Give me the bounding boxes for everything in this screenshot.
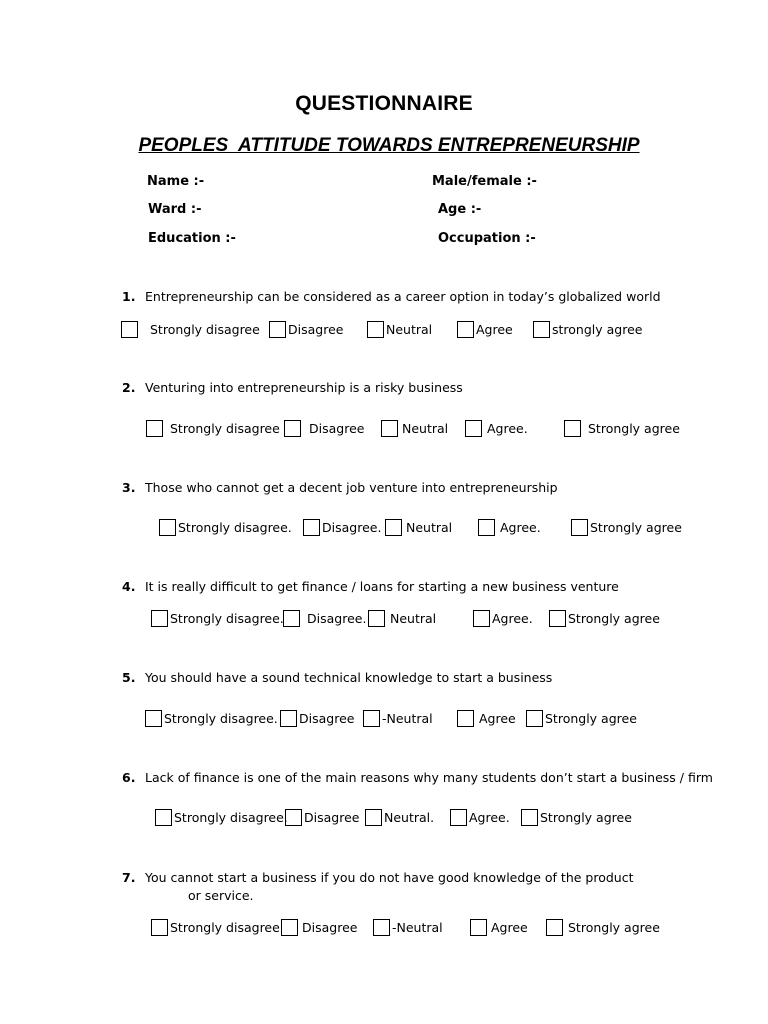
option-label: Disagree: [288, 322, 344, 337]
option-label: Strongly disagree: [170, 421, 280, 436]
question-number: 1.: [122, 289, 136, 304]
option-disagree[interactable]: [281, 916, 357, 936]
occupation-field-label: Occupation :-: [438, 231, 536, 246]
question-text: Lack of finance is one of the main reasons why many students don’t start a business / firm: [145, 770, 713, 785]
checkbox[interactable]: [280, 710, 297, 727]
option-label: -Neutral: [382, 711, 433, 726]
question-number: 6.: [122, 770, 136, 785]
option-strongly-disagree[interactable]: [151, 607, 284, 627]
option-neutral[interactable]: [367, 318, 432, 338]
option-label: Disagree.: [322, 520, 382, 535]
checkbox[interactable]: [281, 919, 298, 936]
option-neutral[interactable]: [381, 417, 448, 437]
question-number: 2.: [122, 380, 136, 395]
checkbox[interactable]: [151, 919, 168, 936]
option-disagree[interactable]: [269, 318, 343, 338]
option-label: Agree.: [492, 611, 533, 626]
option-strongly-agree[interactable]: [564, 417, 680, 437]
option-label: Strongly agree: [540, 810, 632, 825]
option-label: Strongly disagree.: [164, 711, 278, 726]
option-label: Agree: [479, 711, 516, 726]
option-strongly-agree[interactable]: [571, 516, 682, 536]
option-label: Strongly disagree.: [178, 520, 292, 535]
option-strongly-agree[interactable]: [549, 607, 660, 627]
option-label: -Neutral: [392, 920, 443, 935]
option-label: Agree.: [487, 421, 528, 436]
option-label: Strongly agree: [568, 920, 660, 935]
checkbox[interactable]: [146, 420, 163, 437]
option-label: Neutral: [402, 421, 449, 436]
option-neutral[interactable]: [363, 707, 433, 727]
option-label: Disagree: [309, 421, 365, 436]
option-strongly-agree[interactable]: [546, 916, 660, 936]
gender-field-label: Male/female :-: [432, 174, 537, 189]
checkbox[interactable]: [367, 321, 384, 338]
option-strongly-agree[interactable]: [533, 318, 642, 338]
option-label: Strongly agree: [545, 711, 637, 726]
option-label: Neutral: [386, 322, 433, 337]
option-label: Strongly agree: [568, 611, 660, 626]
question-number: 5.: [122, 670, 136, 685]
option-label: Neutral.: [384, 810, 435, 825]
option-label: Disagree: [299, 711, 355, 726]
option-label: Disagree.: [307, 611, 367, 626]
checkbox[interactable]: [269, 321, 286, 338]
option-strongly-agree[interactable]: [526, 707, 637, 727]
page-title: QUESTIONNAIRE: [295, 92, 473, 115]
question-text: You cannot start a business if you do not have good knowledge of the product: [145, 870, 634, 885]
checkbox[interactable]: [284, 420, 301, 437]
checkbox[interactable]: [478, 519, 495, 536]
checkbox[interactable]: [526, 710, 543, 727]
option-strongly-disagree[interactable]: [151, 916, 280, 936]
checkbox[interactable]: [159, 519, 176, 536]
option-neutral[interactable]: [385, 516, 452, 536]
option-disagree[interactable]: [285, 806, 359, 826]
checkbox[interactable]: [457, 710, 474, 727]
age-field-label: Age :-: [438, 202, 482, 217]
checkbox[interactable]: [457, 321, 474, 338]
checkbox[interactable]: [155, 809, 172, 826]
option-agree[interactable]: [478, 516, 541, 536]
question-text-continued: or service.: [188, 888, 254, 903]
checkbox[interactable]: [285, 809, 302, 826]
option-agree[interactable]: [465, 417, 528, 437]
option-strongly-disagree[interactable]: [121, 318, 260, 338]
option-disagree[interactable]: [280, 707, 354, 727]
question-text: You should have a sound technical knowledge to start a business: [145, 670, 553, 685]
option-label: Strongly disagree: [150, 322, 260, 337]
question-number: 4.: [122, 579, 136, 594]
page-subtitle: PEOPLES ATTITUDE TOWARDS ENTREPRENEURSHIP: [138, 135, 640, 156]
option-label: Agree.: [500, 520, 541, 535]
checkbox[interactable]: [521, 809, 538, 826]
option-disagree[interactable]: [283, 607, 366, 627]
option-agree[interactable]: [473, 607, 533, 627]
option-label: Strongly disagree: [170, 920, 280, 935]
option-label: Disagree: [304, 810, 360, 825]
checkbox[interactable]: [381, 420, 398, 437]
checkbox[interactable]: [145, 710, 162, 727]
question-text: It is really difficult to get finance / loans for starting a new business venture: [145, 579, 619, 594]
checkbox[interactable]: [571, 519, 588, 536]
checkbox[interactable]: [365, 809, 382, 826]
checkbox[interactable]: [363, 710, 380, 727]
option-agree[interactable]: [457, 707, 516, 727]
checkbox[interactable]: [546, 919, 563, 936]
checkbox[interactable]: [549, 610, 566, 627]
checkbox[interactable]: [564, 420, 581, 437]
checkbox[interactable]: [450, 809, 467, 826]
option-label: Neutral: [406, 520, 453, 535]
checkbox[interactable]: [121, 321, 138, 338]
option-label: strongly agree: [552, 322, 643, 337]
option-label: Agree.: [469, 810, 510, 825]
option-label: Strongly agree: [590, 520, 682, 535]
option-neutral[interactable]: [373, 916, 443, 936]
question-text: Entrepreneurship can be considered as a career option in today’s globalized world: [145, 289, 661, 304]
option-strongly-agree[interactable]: [521, 806, 632, 826]
ward-field-label: Ward :-: [148, 202, 202, 217]
option-disagree[interactable]: [284, 417, 364, 437]
education-field-label: Education :-: [148, 231, 236, 246]
option-agree[interactable]: [450, 806, 510, 826]
option-disagree[interactable]: [303, 516, 381, 536]
question-number: 3.: [122, 480, 136, 495]
question-text: Those who cannot get a decent job venture into entrepreneurship: [145, 480, 558, 495]
option-neutral[interactable]: [365, 806, 434, 826]
option-label: Disagree: [302, 920, 358, 935]
option-label: Neutral: [390, 611, 437, 626]
option-agree[interactable]: [470, 916, 528, 936]
question-text: Venturing into entrepreneurship is a risky business: [145, 380, 463, 395]
option-label: Strongly disagree.: [170, 611, 284, 626]
question-number: 7.: [122, 870, 136, 885]
checkbox[interactable]: [303, 519, 320, 536]
option-label: Strongly agree: [588, 421, 680, 436]
checkbox[interactable]: [368, 610, 385, 627]
option-label: Strongly disagree.: [174, 810, 288, 825]
checkbox[interactable]: [533, 321, 550, 338]
option-strongly-disagree[interactable]: [145, 707, 278, 727]
option-strongly-disagree[interactable]: [159, 516, 292, 536]
checkbox[interactable]: [283, 610, 300, 627]
option-neutral[interactable]: [368, 607, 436, 627]
checkbox[interactable]: [373, 919, 390, 936]
option-strongly-disagree[interactable]: [146, 417, 280, 437]
option-label: Agree: [491, 920, 528, 935]
checkbox[interactable]: [465, 420, 482, 437]
checkbox[interactable]: [473, 610, 490, 627]
option-agree[interactable]: [457, 318, 513, 338]
option-strongly-disagree[interactable]: [155, 806, 288, 826]
name-field-label: Name :-: [147, 174, 205, 189]
checkbox[interactable]: [470, 919, 487, 936]
option-label: Agree: [476, 322, 513, 337]
checkbox[interactable]: [151, 610, 168, 627]
checkbox[interactable]: [385, 519, 402, 536]
